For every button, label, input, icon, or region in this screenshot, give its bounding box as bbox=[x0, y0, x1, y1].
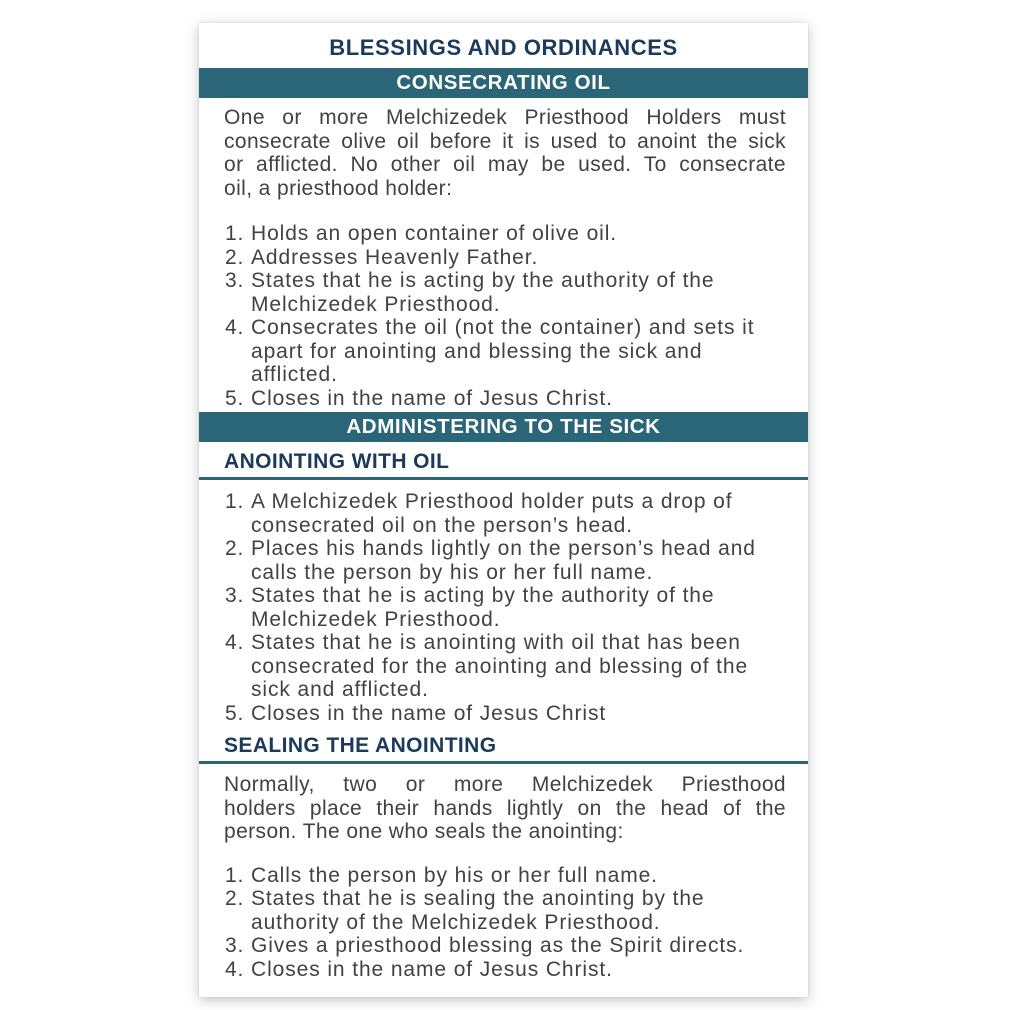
text-line: consecrate olive oil before it is used to anoint the sick bbox=[224, 129, 786, 153]
sealing-the-anointing-steps bbox=[224, 864, 786, 982]
page-title: BLESSINGS AND ORDINANCES bbox=[329, 35, 678, 60]
ordinance-card bbox=[199, 23, 808, 997]
consecrating-oil-section bbox=[199, 106, 808, 410]
text-line: oil, a priesthood holder: bbox=[224, 176, 453, 200]
step-item: 1. Calls the person by his or her full name. bbox=[251, 864, 786, 888]
consecrating-oil-intro bbox=[224, 106, 786, 200]
step-item: 4. States that he is anointing with oil that has been consecrated for the anointing and blessing of the sick and afflicted. bbox=[251, 631, 786, 702]
step-item: 2. Places his hands lightly on the person’s head and calls the person by his or her full name. bbox=[251, 537, 786, 584]
step-item: 1. A Melchizedek Priesthood holder puts a drop of consecrated oil on the person’s head. bbox=[251, 490, 786, 537]
section-banner-consecrating-oil: CONSECRATING OIL bbox=[199, 68, 808, 98]
text-line: or afflicted. No other oil may be used. To consecrate bbox=[224, 153, 786, 176]
step-item: 3. Gives a priesthood blessing as the Spirit directs. bbox=[251, 934, 786, 958]
text-line: Normally, two or more Melchizedek Priesthood bbox=[224, 773, 786, 796]
teal-divider bbox=[199, 477, 808, 480]
step-item: 4. Closes in the name of Jesus Christ. bbox=[251, 958, 786, 982]
anointing-with-oil-section bbox=[199, 450, 808, 474]
anointing-with-oil-steps bbox=[224, 490, 786, 725]
step-item: 5. Closes in the name of Jesus Christ. bbox=[251, 387, 786, 411]
anointing-with-oil-steps-section bbox=[199, 490, 808, 758]
step-item: 4. Consecrates the oil (not the container) and sets it apart for anointing and blessing the sick and afflicted. bbox=[251, 316, 786, 387]
step-item: 5. Closes in the name of Jesus Christ bbox=[251, 702, 786, 726]
step-item: 1. Holds an open container of olive oil. bbox=[251, 222, 786, 246]
subheading-anointing-with-oil: ANOINTING WITH OIL bbox=[224, 450, 450, 473]
consecrating-oil-steps bbox=[224, 222, 786, 410]
sealing-the-anointing-section bbox=[199, 773, 808, 981]
step-item: 3. States that he is acting by the authority of the Melchizedek Priesthood. bbox=[251, 584, 786, 631]
text-line: holders place their hands lightly on the head of the bbox=[224, 796, 786, 820]
section-banner-administering-to-the-sick: ADMINISTERING TO THE SICK bbox=[199, 412, 808, 442]
teal-divider bbox=[199, 761, 808, 764]
text-line: person. The one who seals the anointing: bbox=[224, 820, 624, 843]
step-item: 2. States that he is sealing the anointing by the authority of the Melchizedek Priesthood. bbox=[251, 887, 786, 934]
subheading-sealing-the-anointing: SEALING THE ANOINTING bbox=[224, 734, 497, 757]
step-item: 3. States that he is acting by the authority of the Melchizedek Priesthood. bbox=[251, 269, 786, 316]
sealing-the-anointing-intro bbox=[224, 773, 786, 844]
text-line: One or more Melchizedek Priesthood Holders must bbox=[224, 106, 786, 129]
step-item: 2. Addresses Heavenly Father. bbox=[251, 246, 786, 270]
